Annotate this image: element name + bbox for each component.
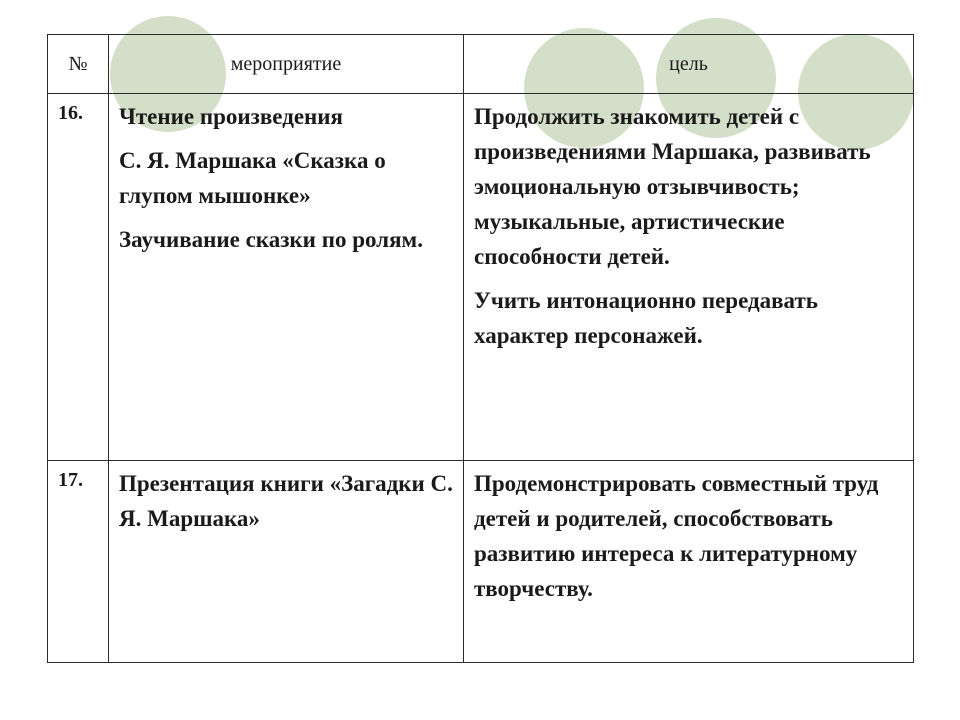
table-row bbox=[48, 94, 914, 461]
events-table-container bbox=[47, 34, 913, 663]
header-event: мероприятие bbox=[109, 35, 464, 94]
goal-cell bbox=[464, 461, 914, 663]
row-number: 17. bbox=[48, 461, 109, 663]
goal-cell bbox=[464, 94, 914, 461]
event-cell bbox=[109, 94, 464, 461]
event-line: Заучивание сказки по ролям. bbox=[119, 227, 423, 252]
header-goal: цель bbox=[464, 35, 914, 94]
goal-paragraph: Продемонстрировать совместный труд детей и родителей, способствовать развитию интереса к литературному творчеству. bbox=[474, 471, 879, 601]
header-number: № bbox=[48, 35, 109, 94]
goal-paragraph: Продолжить знакомить детей с произведениями Маршака, развивать эмоциональную отзывчивость; музыкальные, артистические способности детей. bbox=[474, 104, 871, 269]
goal-paragraph: Учить интонационно передавать характер персонажей. bbox=[474, 288, 818, 348]
event-line: Презентация книги «Загадки С. Я. Маршака» bbox=[119, 471, 453, 531]
row-number: 16. bbox=[48, 94, 109, 461]
table-row bbox=[48, 461, 914, 663]
event-cell bbox=[109, 461, 464, 663]
events-table bbox=[47, 34, 914, 663]
event-line: Чтение произведения bbox=[119, 104, 344, 129]
event-line: С. Я. Маршака «Сказка о глупом мышонке» bbox=[119, 148, 386, 208]
table-header-row bbox=[48, 35, 914, 94]
